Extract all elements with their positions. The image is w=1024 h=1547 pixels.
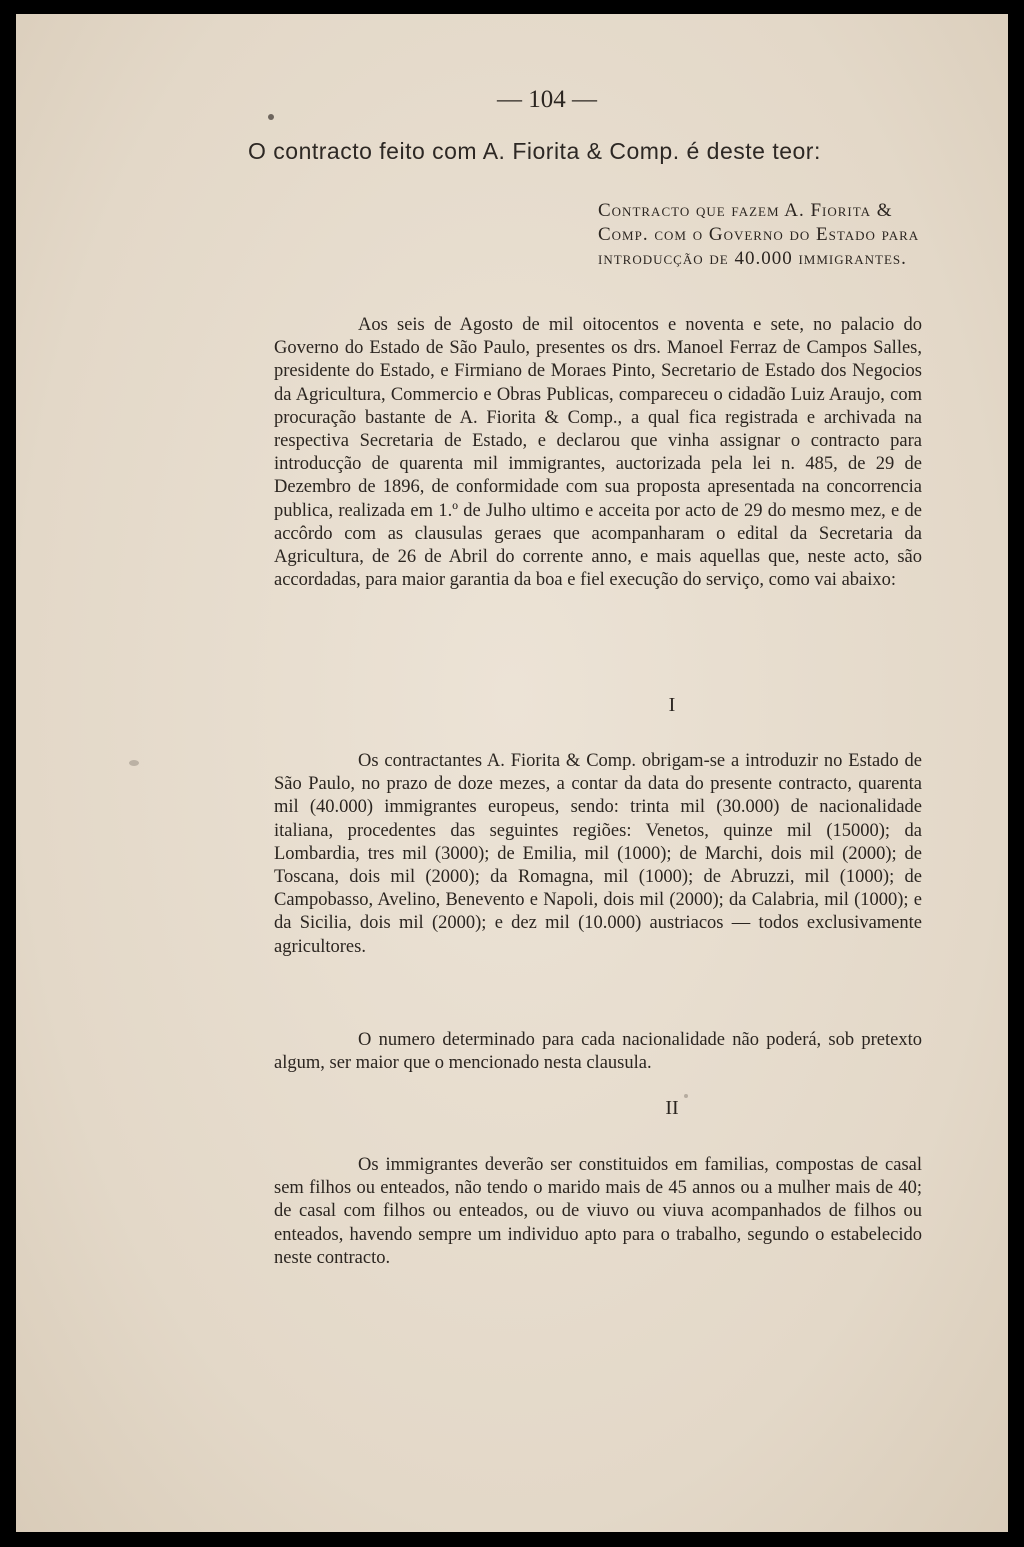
clause-paragraph: O numero determinado para cada nacionalidade não poderá, sob pretexto algum, ser maior que o mencionado nesta clausula. — [274, 1030, 922, 1074]
preamble — [274, 314, 922, 592]
contract-heading: Contracto que fazem A. Fiorita & Comp. com o Governo do Estado para introducção de 40.000 immigrantes. — [598, 200, 920, 269]
scanned-page — [16, 14, 1008, 1532]
clause-paragraph: Os contractantes A. Fiorita & Comp. obrigam-se a introduzir no Estado de São Paulo, no prazo de doze mezes, a contar da data do presente contracto, quarenta mil (40.000) immigrantes europeus, sendo: trinta mil (30.000) de nacionalidade italiana, procedentes das seguintes regiões: Venetos, quinze mil (15000); da Lombardia, tres mil (3000); de Emilia, mil (1000); de Marchi, dois mil (2000); de Toscana, dois mil (2000); da Romagna, mil (1000); de Abruzzi, mil (1000); de Campobasso, Avelino, Benevento e Napoli, dois mil (2000); da Calabria, mil (1000); e da Sicilia, dois mil (2000); e dez mil (10.000) austriacos — todos exclusivamente agricultores. — [274, 751, 922, 957]
page-number: — 104 — — [497, 86, 597, 113]
clause-2-paragraph-1 — [274, 1154, 922, 1270]
clause-numeral-2: II — [665, 1097, 679, 1119]
ink-speck — [129, 760, 139, 766]
clause-numeral-1: I — [668, 694, 676, 716]
ink-speck — [268, 114, 274, 120]
clause-1-paragraph-1 — [274, 750, 922, 959]
clause-1-paragraph-2 — [274, 1029, 922, 1075]
intro-line: O contracto feito com A. Fiorita & Comp. é deste teor: — [248, 138, 821, 164]
preamble-paragraph: Aos seis de Agosto de mil oitocentos e noventa e sete, no palacio do Governo do Estado de São Paulo, presentes os drs. Manoel Ferraz de Campos Salles, presidente do Estado, e Firmiano de Moraes Pinto, Secretario de Estado dos Negocios da Agricultura, Commercio e Obras Publicas, compareceu o cidadão Luiz Araujo, com procuração bastante de A. Fiorita & Comp., a qual fica registrada e archivada na respectiva Secretaria de Estado, e declarou que vinha assignar o contracto para introducção de quarenta mil immigrantes, auctorizada pela lei n. 485, de 29 de Dezembro de 1896, de conformidade com sua proposta apresentada na concorrencia publica, realizada em 1.º de Julho ultimo e acceita por acto de 29 do mesmo mez, e de accôrdo com as clausulas geraes que acompanharam o edital da Secretaria da Agricultura, de 26 de Abril do corrente anno, e mais aquellas que, neste acto, são accordadas, para maior garantia da boa e fiel execução do serviço, como vai abaixo: — [274, 315, 922, 591]
clause-paragraph: Os immigrantes deverão ser constituidos em familias, compostas de casal sem filhos ou enteados, não tendo o marido mais de 45 annos ou a mulher mais de 40; de casal com filhos ou enteados, ou de viuvo ou viuva acompanhados de filhos ou enteados, havendo sempre um individuo apto para o trabalho, segundo o estabelecido neste contracto. — [274, 1155, 922, 1268]
